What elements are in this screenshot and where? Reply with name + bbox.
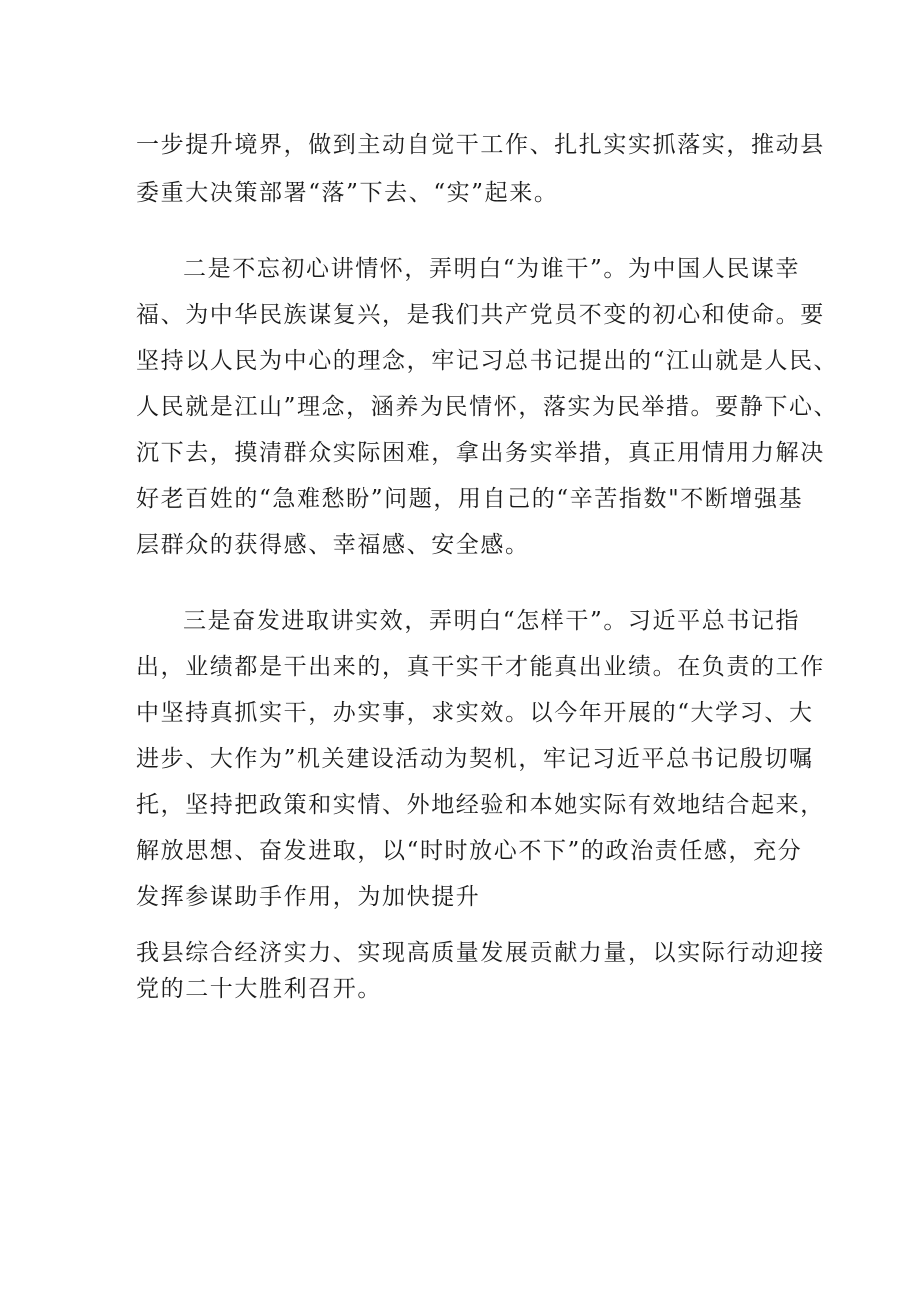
text-line: 党的二十大胜利召开。 (136, 976, 382, 1002)
text-line: 一步提升境界，做到主动自觉干工作、扎扎实实抓落实，推动县 (136, 132, 825, 158)
text-line: 福、为中华民族谋复兴，是我们共产党员不变的初心和使命。要 (136, 302, 825, 328)
text-line: 中坚持真抓实干，办实事，求实效。以今年开展的“大学习、大 (136, 700, 814, 726)
text-line: 我县综合经济实力、实现高质量发展贡献力量，以实际行动迎接 (136, 940, 825, 966)
text-line: 好老百姓的“急难愁盼”问题，用自己的“辛苦指数"不断增强基 (136, 486, 804, 512)
text-line: 进步、大作为”机关建设活动为契机，牢记习近平总书记殷切嘱 (136, 746, 814, 772)
text-line: 委重大决策部署“落”下去、“实”起来。 (136, 180, 559, 206)
text-line: 沉下去，摸清群众实际困难，拿出务实举措，真正用情用力解决 (136, 440, 825, 466)
text-line: 层群众的获得感、幸福感、安全感。 (136, 532, 530, 558)
text-line: 出，业绩都是干出来的，真干实干才能真出业绩。在负责的工作 (136, 654, 825, 680)
text-line: 人民就是江山”理念，涵养为民情怀，落实为民举措。要静下心、 (136, 394, 839, 420)
text-line: 坚持以人民为中心的理念，牢记习总书记提出的“江山就是人民、 (136, 348, 839, 374)
paragraph-start-line: 二是不忘初心讲情怀，弄明白“为谁干”。为中国人民谋幸 (183, 256, 801, 282)
text-line: 托，坚持把政策和实情、外地经验和本她实际有效地结合起来， (136, 792, 825, 818)
text-line: 发挥参谋助手作用，为加快提升 (136, 884, 481, 910)
paragraph-start-line: 三是奋发进取讲实效，弄明白“怎样干”。习近平总书记指 (183, 608, 801, 634)
text-line: 解放思想、奋发进取，以“时时放心不下”的政治责任感，充分 (136, 838, 803, 864)
